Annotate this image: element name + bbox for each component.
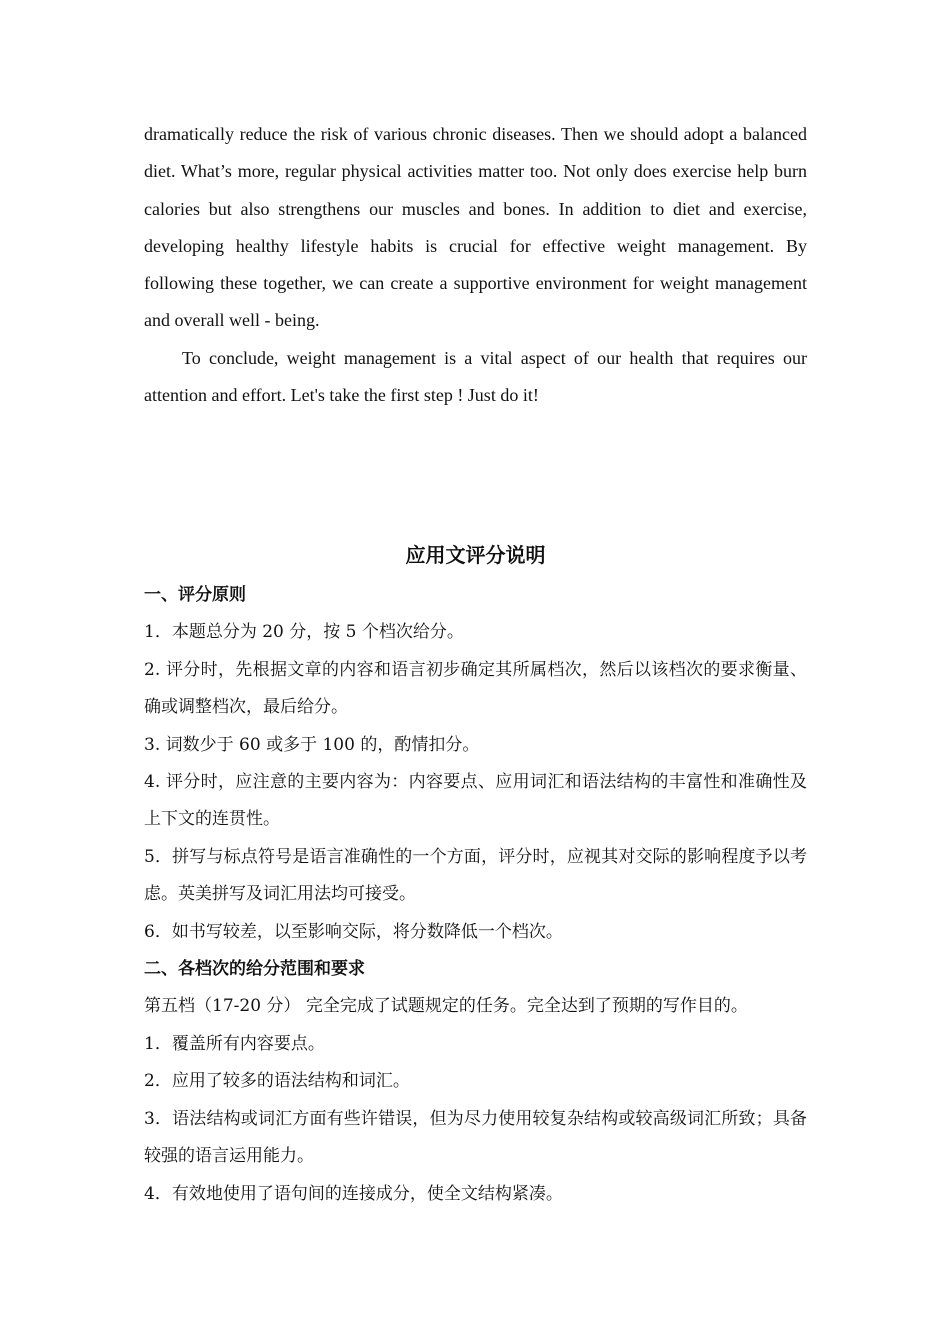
level-5-item-4: 4．有效地使用了语句间的连接成分，使全文结构紧凑。 [144,1183,563,1204]
rule-5: 5．拼写与标点符号是语言准确性的一个方面，评分时，应视其对交际的影响程度予以考虑。英美拼写及词汇用法均可接受。 [144,846,807,905]
rule-2: 2. 评分时，先根据文章的内容和语言初步确定其所属档次，然后以该档次的要求衡量、确或调整档次，最后给分。 [144,659,807,718]
rubric-title: 应用文评分说明 [405,543,546,567]
essay-paragraph-1: dramatically reduce the risk of various chronic diseases. Then we should adopt a balanced diet. What’s more, regular physical activities matter too. Not only does exercise help burn calories but also strengthens our muscles and bones. In addition to diet and exercise, developing healthy lifestyle habits is crucial for effective weight management. By following these together, we can create a supportive environment for weight management and overall well - being. [144,124,807,331]
section-heading-principles: 一、评分原则 [144,585,246,605]
level-5-item-1: 1．覆盖所有内容要点。 [144,1033,325,1054]
rule-1: 1．本题总分为 20 分，按 5 个档次给分。 [144,622,464,643]
essay-body [144,116,807,414]
essay-paragraph-2: To conclude, weight management is a vital aspect of our health that requires our attention and effort. Let's take the first step ! Just do it! [144,347,807,406]
level-5-item-3: 3．语法结构或词汇方面有些许错误，但为尽力使用较复杂结构或较高级词汇所致；具备较强的语言运用能力。 [144,1108,807,1167]
level-5-item-2: 2．应用了较多的语法结构和词汇。 [144,1071,410,1092]
section-heading-levels: 二、各档次的给分范围和要求 [144,959,365,980]
rule-4: 4. 评分时，应注意的主要内容为：内容要点、应用词汇和语法结构的丰富性和准确性及上下文的连贯性。 [144,772,807,830]
document-page [144,116,807,1204]
rule-3: 3. 词数少于 60 或多于 100 的，酌情扣分。 [144,734,480,755]
level-5-intro: 第五档（17-20 分） 完全完成了试题规定的任务。完全达到了预期的写作目的。 [144,996,748,1017]
rule-6: 6．如书写较差，以至影响交际，将分数降低一个档次。 [144,921,563,942]
rubric-body [144,577,807,1213]
